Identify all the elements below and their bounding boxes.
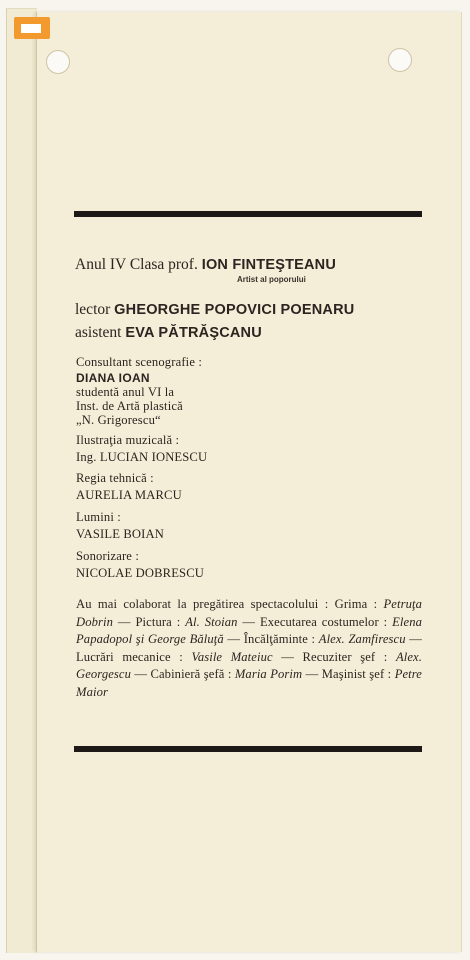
collab-role: — Lucrări mecanice : <box>76 632 422 664</box>
collab-person: Vasile Mateiuc <box>191 649 273 664</box>
director-line <box>75 256 336 274</box>
punch-hole-right <box>388 48 412 72</box>
consultant-detail: Inst. de Artă plastică <box>76 399 183 413</box>
collab-role: Grima : <box>334 597 378 611</box>
director-prefix: Anul IV Clasa prof. <box>75 256 198 273</box>
collaborators-intro: Au mai colaborat la pregătirea spectacolului : <box>76 597 329 611</box>
collab-role: — Cabinieră şefă : <box>131 667 232 681</box>
collaborators-paragraph <box>76 596 422 701</box>
collab-person: Alex. Georgescu <box>76 649 422 681</box>
collab-person: Elena Papadopol şi George Băluţă <box>76 614 422 646</box>
collab-person: Petre Maior <box>76 667 422 699</box>
consultant-detail: „N. Grigorescu“ <box>76 413 161 427</box>
collab-person: Alex. Zamfirescu <box>318 632 406 646</box>
lector-role: lector <box>75 301 111 318</box>
credit-label: Regia tehnică : <box>76 471 154 485</box>
back-sheet <box>6 8 37 953</box>
lector-line <box>75 301 354 319</box>
credit-value: AURELIA MARCU <box>76 488 182 502</box>
credit-label: Lumini : <box>76 510 121 524</box>
collab-person: Al. Stoian <box>185 614 238 629</box>
asistent-role: asistent <box>75 324 122 341</box>
collab-role: — Încălţăminte : <box>223 632 316 646</box>
collab-role: — Recuziter şef : <box>272 649 388 664</box>
collab-role: — Pictura : <box>113 614 181 629</box>
top-rule <box>74 211 422 217</box>
consultant-name: DIANA IOAN <box>76 371 150 385</box>
bottom-rule <box>74 746 422 752</box>
punch-hole-left <box>46 50 70 74</box>
director-name: ION FINTEŞTEANU <box>201 257 337 273</box>
credit-value: NICOLAE DOBRESCU <box>76 566 204 580</box>
credit-label: Ilustraţia muzicală : <box>76 433 180 447</box>
scan-marker-icon <box>14 17 50 39</box>
credit-label: Sonorizare : <box>76 549 139 563</box>
lector-name: GHEORGHE POPOVICI POENARU <box>114 302 355 318</box>
consultant-detail: studentă anul VI la <box>76 385 175 399</box>
collab-person: Maria Porim <box>234 667 303 681</box>
collab-role: — Maşinist şef : <box>302 667 392 681</box>
asistent-name: EVA PĂTRĂŞCANU <box>125 325 262 341</box>
collab-role: — Executarea costumelor : <box>237 614 388 629</box>
credit-value: VASILE BOIAN <box>76 527 164 541</box>
consultant-label: Consultant scenografie : <box>76 355 203 369</box>
asistent-line <box>75 324 262 342</box>
director-title: Artist al poporului <box>237 275 306 284</box>
credit-value: Ing. LUCIAN IONESCU <box>76 450 208 464</box>
collab-person: Petruţa Dobrin <box>76 597 422 629</box>
